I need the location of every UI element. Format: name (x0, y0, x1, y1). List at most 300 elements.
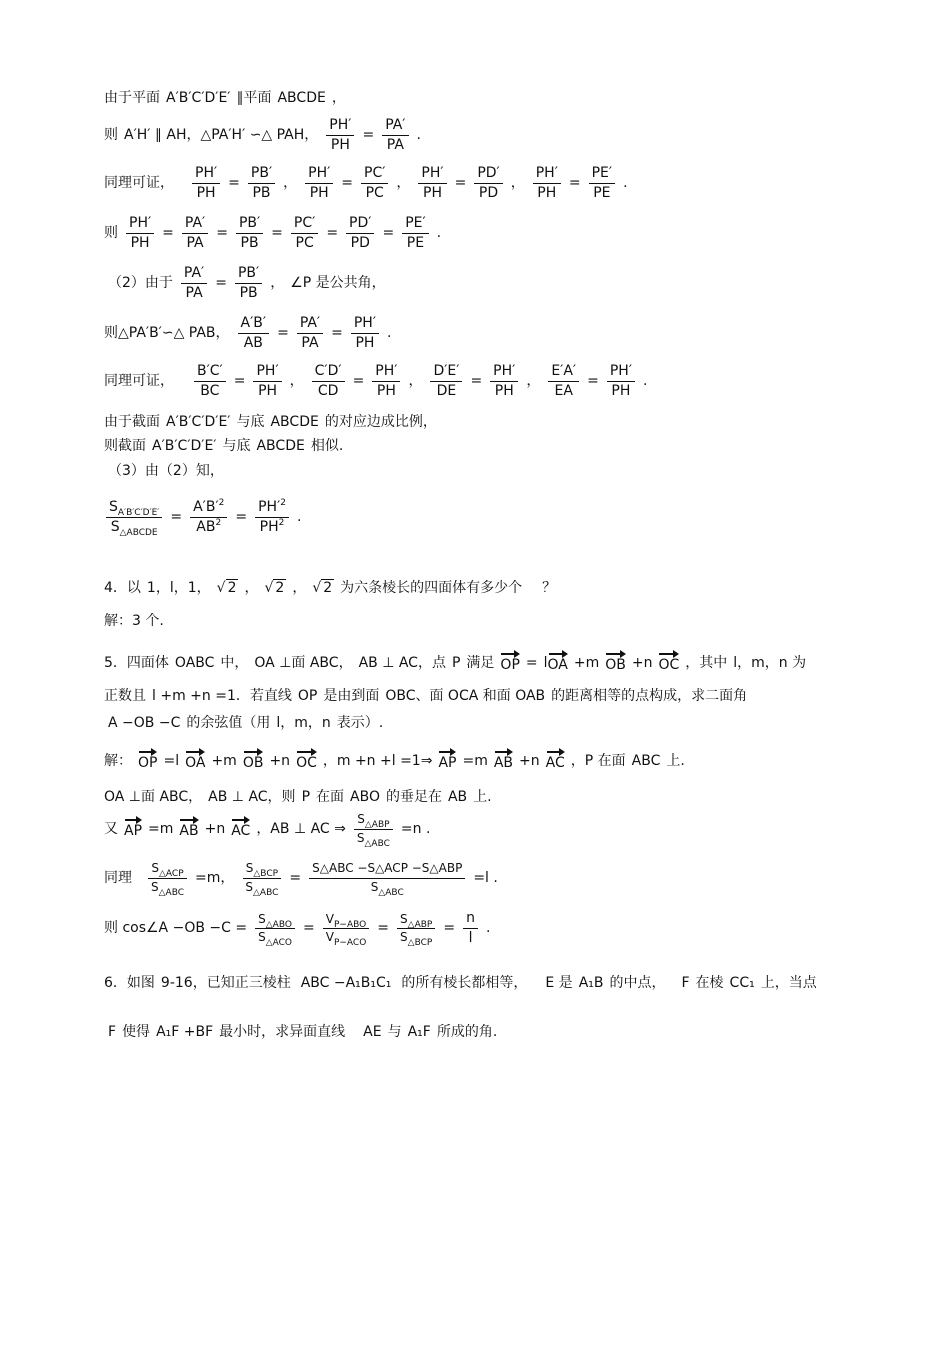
subscript: P−ABO (334, 919, 367, 930)
fraction (255, 911, 295, 949)
text: 正数且 (104, 688, 146, 704)
denominator: PB (252, 185, 271, 202)
text: ∠P 是公共角， (290, 275, 386, 292)
fraction (255, 500, 289, 536)
math: F (681, 975, 690, 991)
separator: ， (408, 373, 423, 390)
vector: AB (494, 750, 513, 772)
math: +n (519, 752, 540, 769)
subscript: △ABO (265, 919, 292, 930)
equals: = (362, 127, 375, 144)
fraction (607, 364, 635, 400)
denominator: PH (130, 235, 150, 252)
fraction (312, 364, 345, 400)
fraction (309, 861, 465, 898)
equals: = (525, 654, 538, 671)
fraction (372, 364, 400, 400)
subscript: △ACP (159, 869, 184, 879)
text: 的所有棱长都相等， (401, 975, 528, 991)
numerator (106, 500, 162, 518)
question-4: 4．以 1，l，1， √ 2 ， √ 2 ， √ 2 为六条棱长的四面体有多少个 ？ (104, 580, 557, 596)
vector: OC (296, 750, 317, 772)
text-line: 则△PA′B′∽△ PAB， $\frac{A'B'}{AB}$ = $\frac{PA'}{PA}$ = $\frac{PH'}{PH}$ . (104, 315, 392, 352)
denominator: PH (258, 383, 278, 400)
separator: . (623, 175, 628, 192)
denominator: PH (494, 383, 514, 400)
fraction (323, 911, 370, 949)
text: 上，当点 (760, 975, 817, 991)
text: ∥平面 (236, 90, 272, 106)
text: 相似. (310, 438, 344, 454)
text: 则 (104, 225, 118, 242)
fraction (490, 364, 518, 400)
text: 同理可证， (104, 373, 174, 390)
numerator: A′B′ (238, 316, 270, 334)
text: ， (270, 275, 285, 292)
radicand: 2 (275, 580, 285, 596)
numerator (255, 913, 295, 930)
vector: AB (179, 818, 198, 840)
symbol: A′B′ (193, 499, 219, 515)
fraction (253, 364, 281, 400)
numerator: n (463, 911, 478, 929)
math: A′B′C′D′E′ (152, 438, 217, 454)
solution-5 (104, 750, 685, 772)
text: 是由到面 (323, 688, 380, 704)
radicand: 2 (227, 580, 237, 596)
math: l，m，n 为 (733, 654, 807, 671)
fraction (402, 216, 428, 252)
math: P (301, 789, 311, 805)
numerator: PB′ (235, 266, 262, 284)
text: 同理可证， (104, 175, 174, 192)
denominator: PC (295, 235, 314, 252)
vector: OP (500, 652, 519, 674)
math: =n . (400, 820, 431, 837)
sqrt: √ 2 (312, 580, 333, 596)
text: . (416, 127, 421, 144)
vector: AC (546, 750, 565, 772)
text: 同理 (104, 869, 132, 886)
numerator: PH′ (418, 166, 446, 184)
separator: ， (289, 373, 304, 390)
text: 则截面 (104, 438, 146, 454)
denominator (108, 518, 161, 539)
separator: ， (283, 175, 298, 192)
fraction (589, 166, 615, 202)
text: 的距离相等的点构成，求二面角 (551, 688, 748, 704)
math: CC₁ (729, 975, 755, 991)
text: 的中点， (609, 975, 666, 991)
numerator (255, 500, 289, 518)
fraction (181, 266, 207, 302)
numerator: PA′ (382, 118, 408, 136)
text: ，其中 (685, 654, 728, 671)
fraction (463, 911, 478, 947)
question-5 (104, 652, 806, 674)
numerator: PB′ (236, 216, 263, 234)
fraction (397, 911, 435, 949)
text-line: 则 $\frac{PH'}{PH}$ = $\frac{PA'}{PA}$ = $\frac{PB'}{PB}$ = $\frac{PC'}{PC}$ = $\frac{PD'}{PD}$ = $\frac{PE'}{PE}$ . (104, 215, 442, 252)
vector: OB (243, 750, 264, 772)
math: A′H′ ∥ AH，△PA′H′ ∽△ PAH， (124, 127, 319, 144)
numerator: PD′ (474, 166, 502, 184)
symbol: S (258, 911, 266, 926)
symbol: S (400, 930, 408, 945)
numerator: E′A′ (548, 364, 579, 382)
math: A₁B (578, 975, 604, 991)
text-line (104, 438, 343, 455)
text-line (104, 414, 437, 431)
superscript: 2 (278, 518, 285, 529)
denominator: PD (478, 185, 499, 202)
text: 与底 (222, 438, 251, 454)
separator: ， (396, 175, 411, 192)
numerator: PH′ (351, 316, 379, 334)
symbol: S (110, 519, 120, 536)
math: l (543, 654, 548, 671)
symbol: PH′ (258, 499, 281, 515)
text: 在面 (316, 789, 345, 805)
numerator: PH′ (490, 364, 518, 382)
text: 使得 (122, 1024, 151, 1040)
numerator: PH′ (192, 166, 220, 184)
text: . (387, 325, 392, 342)
denominator (255, 929, 295, 949)
radicand: 2 (323, 580, 333, 596)
math: =l (163, 752, 180, 769)
symbol: PH (259, 519, 279, 536)
denominator (397, 929, 435, 949)
numerator: PH′ (126, 216, 154, 234)
subscript: △ABC (253, 887, 279, 898)
numerator (148, 862, 186, 879)
math: ABC (631, 752, 661, 769)
text-line (104, 812, 431, 849)
math: AB (447, 789, 468, 805)
numerator: PH′ (533, 166, 561, 184)
denominator: PA (185, 285, 203, 302)
vector: AP (438, 750, 456, 772)
math: ABCDE (277, 90, 326, 106)
denominator: PE (406, 235, 425, 252)
text: 4．以 (104, 580, 141, 596)
text: . (485, 920, 491, 937)
math: AB ⊥ AC，点 (358, 654, 446, 671)
text: 则 (104, 127, 118, 144)
vector: OB (605, 652, 626, 674)
subscript: △ABC (364, 838, 390, 849)
numerator: PH′ (607, 364, 635, 382)
denominator: PB (239, 285, 258, 302)
text: 与 (387, 1024, 402, 1040)
vector: AP (124, 818, 142, 840)
denominator (354, 830, 393, 849)
text: 的余弦值（用 (186, 715, 271, 731)
denominator: PH (330, 137, 350, 154)
numerator: PE′ (589, 166, 615, 184)
superscript: 2 (218, 498, 225, 508)
text: ， (331, 90, 346, 106)
text-line: 则 cos∠A −OB −C = $\frac{S_{\triangle ABO}}{S_{\triangle ACO}}$ = $\frac{V_{P-ABO}}{V_{P-ACO}}$ = $\frac{S_{\triangle ABP}}{S_{\triangle BCP}}$ = $\frac{n}{l}$ . (104, 910, 491, 949)
subscript: △BCP (407, 938, 433, 949)
math: ，m +n +l =1⇒ (322, 752, 433, 769)
subscript: △ACO (265, 938, 292, 949)
denominator (242, 879, 281, 898)
subscript: A′B′C′D′E′ (117, 508, 160, 518)
text: 又 (104, 820, 118, 837)
math: F (108, 1024, 117, 1040)
text: 为六条棱长的四面体有多少个 (340, 580, 523, 596)
fraction (346, 216, 374, 252)
text: 与底 (236, 414, 265, 430)
denominator: DE (436, 383, 457, 400)
text: 由于平面 (104, 90, 160, 106)
denominator: PH (309, 185, 329, 202)
symbol: S (245, 861, 254, 875)
text-line (108, 1024, 497, 1041)
text: （2）由于 (108, 275, 173, 292)
subscript: △ABCDE (119, 528, 158, 539)
math: ABO (350, 789, 380, 805)
math: =l . (473, 869, 498, 886)
text: 满足 (466, 654, 495, 671)
fraction (106, 499, 162, 539)
math: A′B′C′D′E′ (166, 414, 231, 430)
text: 最小时，求异面直线 (219, 1024, 346, 1040)
math: OA ⊥面 ABC， (254, 654, 353, 671)
fraction (291, 216, 318, 252)
fraction (474, 166, 502, 202)
fraction (190, 500, 227, 536)
text-line: 同理可证， $\frac{PH'}{PH}$ = $\frac{PB'}{PB}$ ， $\frac{PH'}{PH}$ = $\frac{PC'}{PC}$ ， $\frac{PH'}{PH}$ = $\frac{PD'}{PD}$ ， $\frac{PH'}{PH}$ = $\frac{PE'}{PE}$ . (104, 165, 628, 202)
symbol: S (356, 830, 365, 845)
vector: OA (548, 652, 568, 674)
fraction (236, 216, 263, 252)
fraction (194, 364, 226, 400)
numerator: PH′ (372, 364, 400, 382)
text: 则△PA′B′∽△ PAB， (104, 325, 230, 342)
text: （3）由（2）知， (108, 463, 224, 479)
numerator (354, 813, 392, 830)
sqrt: √ 2 (264, 580, 285, 596)
fraction (361, 166, 388, 202)
math: 则 cos∠A −OB −C = (104, 920, 248, 937)
vector: OC (658, 652, 679, 674)
denominator: PH (196, 185, 216, 202)
question-6 (104, 975, 817, 992)
numerator (243, 862, 281, 879)
denominator: PH (537, 185, 557, 202)
numerator (397, 913, 435, 930)
numerator: C′D′ (312, 364, 345, 382)
separator: ， (510, 175, 525, 192)
superscript: 2 (215, 518, 222, 529)
text-line (104, 688, 747, 705)
denominator: EA (554, 383, 573, 400)
denominator: PB (240, 235, 259, 252)
fraction (148, 861, 187, 898)
vector: OP (138, 750, 157, 772)
numerator: PB′ (248, 166, 275, 184)
text: 解：3 个. (104, 613, 164, 629)
math: =m (462, 752, 488, 769)
text-line: $\frac{S_{A'B'C'D'E'}}{S_{\triangle ABCDE}}$ = $\frac{A'B'^2}{AB^2}$ = $\frac{PH'^2}{PH^2}$ . (104, 500, 301, 536)
numerator: PA′ (297, 316, 323, 334)
fraction (354, 812, 393, 849)
denominator: PA (301, 335, 319, 352)
denominator (148, 879, 187, 898)
text-line (108, 715, 383, 732)
math: =m (148, 820, 174, 837)
numerator: PH′ (305, 166, 333, 184)
text: 5．四面体 (104, 654, 169, 671)
text: . (436, 225, 442, 242)
subscript: △ABP (407, 919, 433, 930)
denominator: PC (365, 185, 384, 202)
fraction (533, 166, 561, 202)
text: 的垂足在 (385, 789, 442, 805)
math: ，AB ⊥ AC ⇒ (256, 820, 346, 837)
symbol: S (357, 812, 365, 826)
numerator: PC′ (361, 166, 388, 184)
subscript: P−ACO (333, 938, 367, 949)
text: 解： (104, 752, 132, 769)
symbol: V (325, 911, 334, 926)
fraction (235, 266, 262, 302)
math: A −OB −C (108, 715, 181, 731)
fraction (418, 166, 446, 202)
denominator: PD (350, 235, 370, 252)
symbol: S (258, 930, 266, 945)
text: ？ (542, 580, 557, 596)
denominator: PE (593, 185, 611, 202)
math: 1，l，1， (146, 580, 211, 596)
symbol: S (109, 499, 118, 515)
denominator: PH (376, 383, 396, 400)
text: 所成的角. (436, 1024, 498, 1040)
text: 上. (666, 752, 685, 769)
math: A₁F (407, 1024, 431, 1040)
math: ABCDE (270, 414, 319, 430)
symbol: S (400, 911, 408, 926)
math: AB ⊥ AC，则 (208, 789, 296, 805)
fraction (297, 316, 323, 352)
denominator (193, 518, 224, 535)
math: +n (631, 654, 653, 671)
text-line: 同理可证， $\frac{B'C'}{BC}$ = $\frac{PH'}{PH}$ ， $\frac{C'D'}{CD}$ = $\frac{PH'}{PH}$ ， $\frac{D'E'}{DE}$ = $\frac{PH'}{PH}$ ， $\frac{E'A'}{EA}$ = $\frac{PH'}{PH}$ . (104, 363, 648, 400)
superscript: 2 (280, 498, 286, 508)
math: ABCDE (256, 438, 305, 454)
fraction (382, 118, 408, 154)
math: l，m，n (276, 715, 331, 731)
subscript: △BCP (253, 869, 279, 879)
answer-4 (104, 613, 164, 630)
numerator: PH′ (326, 118, 354, 136)
numerator (190, 500, 227, 518)
denominator: PH (423, 185, 442, 202)
sqrt: √ 2 (216, 580, 237, 596)
numerator: D′E′ (430, 364, 462, 382)
text-line: （2）由于 $\frac{PA'}{PA}$ = $\frac{PB'}{PB}$ ， ∠P 是公共角， (108, 265, 386, 302)
math: E 是 (545, 975, 573, 991)
denominator: CD (317, 383, 339, 400)
symbol: S (151, 861, 159, 875)
fraction (326, 118, 354, 154)
denominator: l (468, 930, 473, 947)
numerator (323, 913, 369, 930)
denominator: PA (186, 235, 204, 252)
math: +m (211, 752, 237, 769)
symbol: V (325, 930, 334, 945)
numerator: B′C′ (194, 364, 226, 382)
numerator: S△ABC −S△ACP −S△ABP (309, 862, 465, 878)
separator: ， (526, 373, 541, 390)
symbol: S (370, 879, 379, 894)
fraction (242, 861, 281, 898)
text: 中， (220, 654, 249, 671)
symbol: S (245, 879, 254, 894)
text: ，P 在面 (570, 752, 626, 769)
subscript: △ABP (364, 820, 390, 830)
math: OBC、面 OCA 和面 OAB (385, 688, 546, 704)
math: +m (573, 654, 600, 671)
math: OP (297, 688, 318, 704)
symbol: AB (196, 519, 216, 536)
numerator: PE′ (402, 216, 428, 234)
vector: OA (185, 750, 205, 772)
numerator: PD′ (346, 216, 374, 234)
denominator: BC (200, 383, 220, 400)
fraction (548, 364, 579, 400)
fraction (192, 166, 220, 202)
denominator: PH (355, 335, 375, 352)
symbol: S (151, 879, 159, 894)
math: +n (269, 752, 291, 769)
math: ABC −A₁B₁C₁ (300, 975, 392, 991)
fraction (126, 216, 154, 252)
text: 6．如图 (104, 975, 155, 991)
fraction (182, 216, 208, 252)
fraction (305, 166, 333, 202)
text: 9-16，已知正三棱柱 (160, 975, 291, 991)
denominator (257, 518, 288, 535)
separator: . (643, 373, 648, 390)
text: 由于截面 (104, 414, 160, 430)
math: AE (363, 1024, 382, 1040)
fraction (248, 166, 275, 202)
numerator: PA′ (182, 216, 208, 234)
subscript: △ABC (378, 887, 404, 898)
denominator: PA (386, 137, 404, 154)
math: P (451, 654, 461, 671)
math: +n (204, 820, 226, 837)
text-line (108, 463, 224, 480)
denominator (323, 929, 370, 949)
math: l +m +n =1．若直线 (152, 688, 292, 704)
math: A′B′C′D′E′ (166, 90, 231, 106)
denominator: PH (611, 383, 631, 400)
math: OA ⊥面 ABC， (104, 789, 203, 805)
text: 在棱 (695, 975, 724, 991)
numerator: PA′ (181, 266, 207, 284)
subscript: △ABC (158, 887, 185, 898)
numerator: PH′ (253, 364, 281, 382)
fraction (351, 316, 379, 352)
denominator: AB (243, 335, 263, 352)
fraction (430, 364, 462, 400)
text: 的对应边成比例， (324, 414, 437, 430)
